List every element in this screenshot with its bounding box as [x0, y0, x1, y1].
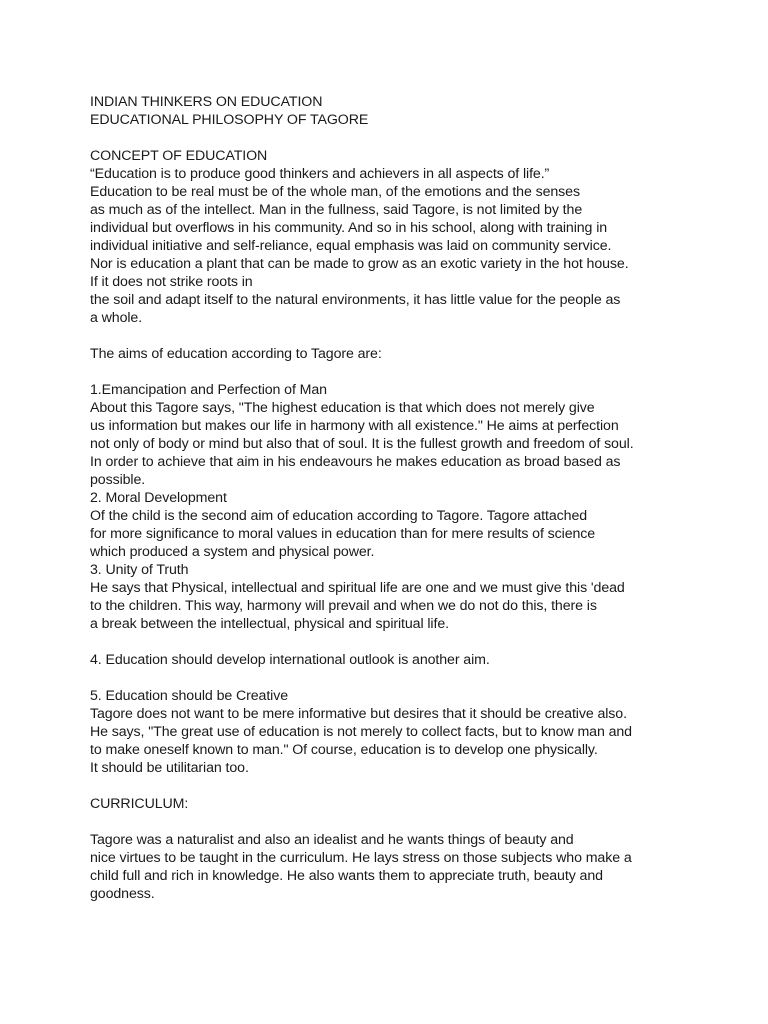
curriculum-line: goodness. — [90, 886, 155, 902]
concept-line: Education to be real must be of the whole man, of the emotions and the senses — [90, 184, 580, 200]
aims-line: It should be utilitarian too. — [90, 760, 249, 776]
aims-line: not only of body or mind but also that of soul. It is the fullest growth and freedom of soul. — [90, 436, 634, 452]
aims-line: possible. — [90, 472, 146, 488]
curriculum-line: nice virtues to be taught in the curriculum. He lays stress on those subjects who make a — [90, 850, 632, 866]
concept-line: “Education is to produce good thinkers and achievers in all aspects of life.” — [90, 166, 550, 182]
concept-line: If it does not strike roots in — [90, 274, 253, 290]
section-heading-curriculum: CURRICULUM: — [90, 796, 189, 812]
aim-3-heading: 3. Unity of Truth — [90, 562, 189, 578]
aims-line: which produced a system and physical power. — [90, 544, 375, 560]
aim-2-heading: 2. Moral Development — [90, 490, 227, 506]
curriculum-line: child full and rich in knowledge. He also wants them to appreciate truth, beauty and — [90, 868, 603, 884]
concept-line: Nor is education a plant that can be made to grow as an exotic variety in the hot house. — [90, 256, 629, 272]
aims-line: He says that Physical, intellectual and spiritual life are one and we must give this 'dead — [90, 580, 625, 596]
aims-line: In order to achieve that aim in his endeavours he makes education as broad based as — [90, 454, 621, 470]
concept-line: as much as of the intellect. Man in the fullness, said Tagore, is not limited by the — [90, 202, 583, 218]
concept-line: a whole. — [90, 310, 143, 326]
aims-line: to the children. This way, harmony will prevail and when we do not do this, there is — [90, 598, 597, 614]
aim-4: 4. Education should develop international outlook is another aim. — [90, 652, 490, 668]
aims-line: Of the child is the second aim of education according to Tagore. Tagore attached — [90, 508, 588, 524]
aims-line: He says, "The great use of education is not merely to collect facts, but to know man and — [90, 724, 632, 740]
aims-line: a break between the intellectual, physical and spiritual life. — [90, 616, 449, 632]
curriculum-line: Tagore was a naturalist and also an idealist and he wants things of beauty and — [90, 832, 574, 848]
concept-line: the soil and adapt itself to the natural environments, it has little value for the people as — [90, 292, 621, 308]
aim-1-heading: 1.Emancipation and Perfection of Man — [90, 382, 327, 398]
aims-intro: The aims of education according to Tagore are: — [90, 346, 382, 362]
aims-line: to make oneself known to man." Of course, education is to develop one physically. — [90, 742, 598, 758]
document-body — [90, 93, 750, 903]
aim-5-heading: 5. Education should be Creative — [90, 688, 289, 704]
aims-line: Tagore does not want to be mere informative but desires that it should be creative also. — [90, 706, 627, 722]
concept-line: individual initiative and self-reliance, equal emphasis was laid on community service. — [90, 238, 612, 254]
section-heading-concept: CONCEPT OF EDUCATION — [90, 148, 268, 164]
document-title: INDIAN THINKERS ON EDUCATION — [90, 94, 323, 110]
document-subtitle: EDUCATIONAL PHILOSOPHY OF TAGORE — [90, 112, 369, 128]
aims-line: About this Tagore says, "The highest education is that which does not merely give — [90, 400, 595, 416]
aims-line: us information but makes our life in harmony with all existence." He aims at perfection — [90, 418, 619, 434]
concept-line: individual but overflows in his community. And so in his school, along with training in — [90, 220, 608, 236]
aims-line: for more significance to moral values in education than for mere results of science — [90, 526, 596, 542]
